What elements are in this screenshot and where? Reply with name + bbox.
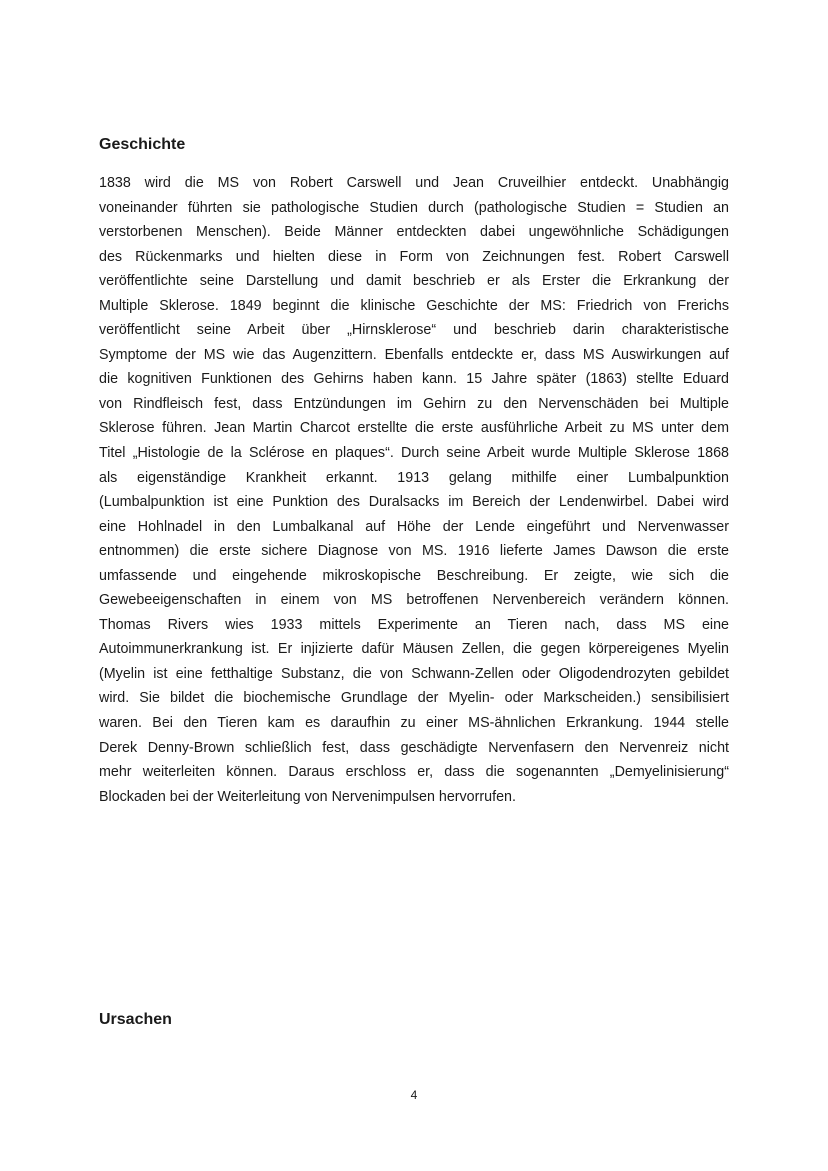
paragraph-line: (Myelin ist eine fetthaltige Substanz, die von Schwann-Zellen oder Oligodendrozyten gebildet	[99, 665, 729, 682]
paragraph-line: Multiple Sklerose. 1849 beginnt die klinische Geschichte der MS: Friedrich von Frerichs	[99, 297, 729, 314]
paragraph-line: Autoimmunerkrankung ist. Er injizierte dafür Mäusen Zellen, die gegen körpereigenes Myelin	[99, 641, 729, 658]
paragraph-line: Blockaden bei der Weiterleitung von Nervenimpulsen hervorrufen.	[99, 788, 516, 805]
paragraph-line: waren. Bei den Tieren kam es daraufhin zu einer MS-ähnlichen Erkrankung. 1944 stelle	[99, 715, 729, 732]
paragraph-line: voneinander führten sie pathologische Studien durch (pathologische Studien = Studien an	[99, 199, 729, 216]
page-number: 4	[410, 1088, 418, 1102]
paragraph-line: umfassende und eingehende mikroskopische Beschreibung. Er zeigte, wie sich die	[99, 567, 729, 584]
paragraph-line: Titel „Histologie de la Sclérose en plaques“. Durch seine Arbeit wurde Multiple Sklerose 1868	[99, 445, 729, 462]
paragraph-line: die kognitiven Funktionen des Gehirns haben kann. 15 Jahre später (1863) stellte Eduard	[99, 371, 729, 388]
paragraph-line: Thomas Rivers wies 1933 mittels Experimente an Tieren nach, dass MS eine	[99, 616, 729, 633]
paragraph-line: Derek Denny-Brown schließlich fest, dass geschädigte Nervenfasern den Nervenreiz nicht	[99, 739, 729, 756]
section-body-geschichte	[99, 171, 729, 809]
paragraph-line: veröffentlicht seine Arbeit über „Hirnsklerose“ und beschrieb darin charakteristische	[99, 322, 729, 339]
paragraph-line: Gewebeeigenschaften in einem von MS betroffenen Nervenbereich verändern können.	[99, 592, 729, 609]
section-heading-ursachen: Ursachen	[99, 1011, 172, 1028]
paragraph-line: des Rückenmarks und hielten diese in Form von Zeichnungen fest. Robert Carswell	[99, 248, 729, 265]
paragraph-line: von Rindfleisch fest, dass Entzündungen im Gehirn zu den Nervenschäden bei Multiple	[99, 395, 729, 412]
paragraph-line: mehr weiterleiten können. Daraus erschloss er, dass die sogenannten „Demyelinisierung“	[99, 764, 729, 781]
paragraph-line: Sklerose führen. Jean Martin Charcot erstellte die erste ausführliche Arbeit zu MS unter dem	[99, 420, 729, 437]
paragraph-line: eine Hohlnadel in den Lumbalkanal auf Höhe der Lende eingeführt und Nervenwasser	[99, 518, 729, 535]
paragraph-line: 1838 wird die MS von Robert Carswell und Jean Cruveilhier entdeckt. Unabhängig	[99, 175, 729, 191]
section-heading-geschichte: Geschichte	[99, 136, 186, 153]
paragraph-line: entnommen) die erste sichere Diagnose von MS. 1916 lieferte James Dawson die erste	[99, 543, 729, 560]
paragraph-line: als eigenständige Krankheit erkannt. 1913 gelang mithilfe einer Lumbalpunktion	[99, 469, 729, 486]
paragraph-line: veröffentlichte seine Darstellung und damit beschrieb er als Erster die Erkrankung der	[99, 273, 729, 290]
paragraph-line: wird. Sie bildet die biochemische Grundlage der Myelin- oder Markscheiden.) sensibilisiert	[99, 690, 729, 707]
paragraph-line: Symptome der MS wie das Augenzittern. Ebenfalls entdeckte er, dass MS Auswirkungen auf	[99, 346, 729, 363]
paragraph-line: (Lumbalpunktion ist eine Punktion des Duralsacks im Bereich der Lendenwirbel. Dabei wird	[99, 494, 729, 511]
paragraph-line: verstorbenen Menschen). Beide Männer entdeckten dabei ungewöhnliche Schädigungen	[99, 224, 729, 241]
